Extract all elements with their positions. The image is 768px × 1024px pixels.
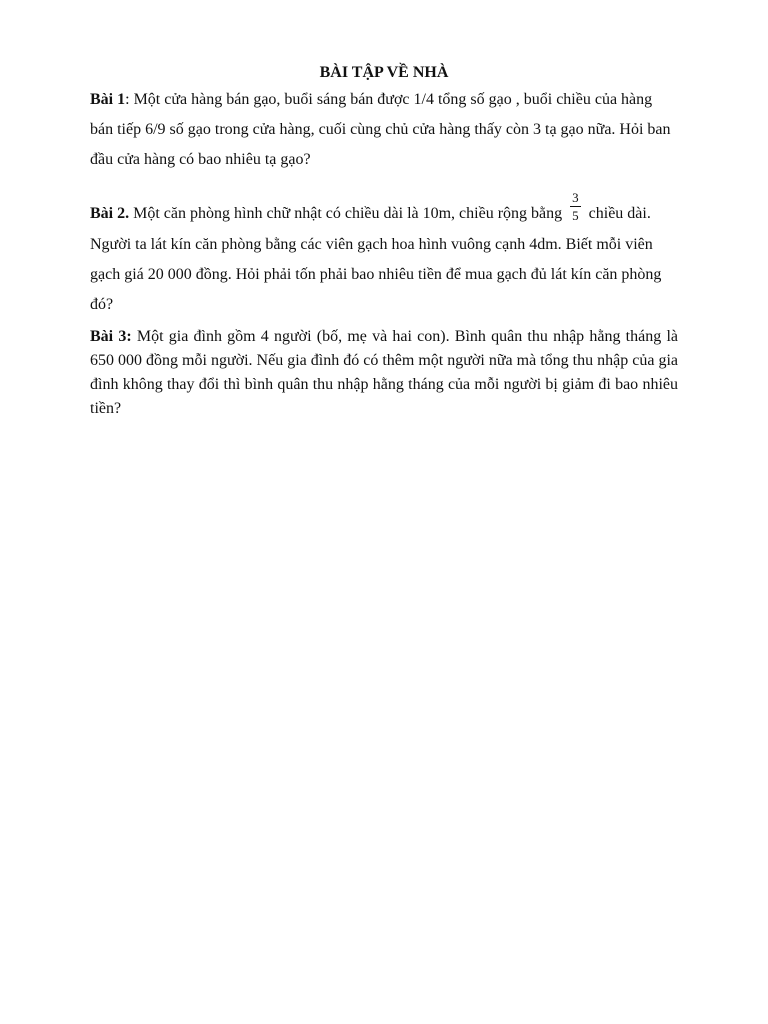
problem-2-text-after: chiều dài. Người ta lát kín căn phòng bằng các viên gạch hoa hình vuông cạnh 4dm. Biết mỗi viên gạch giá 20 000 đồng. Hỏi phải tốn phải bao nhiêu tiền để mua gạch đủ lát kín căn phòng đó? [90,205,662,313]
fraction [570,191,581,222]
problem-1 [90,85,678,175]
document-title: BÀI TẬP VỀ NHÀ [319,64,449,81]
problem-2 [90,190,678,320]
problem-3-text: Một gia đình gồm 4 người (bố, mẹ và hai con). Bình quân thu nhập hằng tháng là 650 000 đồng mỗi người. Nếu gia đình đó có thêm một người nữa mà tổng thu nhập của gia đình không thay đổi thì bình quân thu nhập hằng tháng của mỗi người bị giảm đi bao nhiêu tiền? [90,328,678,417]
problem-2-label: Bài 2. [90,205,130,223]
fraction-numerator: 3 [572,190,579,205]
problem-2-text-before: Một căn phòng hình chữ nhật có chiều dài là 10m, chiều rộng bằng [129,205,563,223]
problem-1-label: Bài 1 [90,91,126,108]
problem-3 [90,325,678,421]
fraction-denominator: 5 [572,208,579,223]
problem-1-text: : Một cửa hàng bán gạo, buổi sáng bán được 1/4 tổng số gạo , buổi chiều của hàng bán tiếp 6/9 số gạo trong cửa hàng, cuối cùng chủ cửa hàng thấy còn 3 tạ gạo nữa. Hỏi ban đầu cửa hàng có bao nhiêu tạ gạo? [90,91,671,168]
problem-3-label: Bài 3: [90,328,132,345]
